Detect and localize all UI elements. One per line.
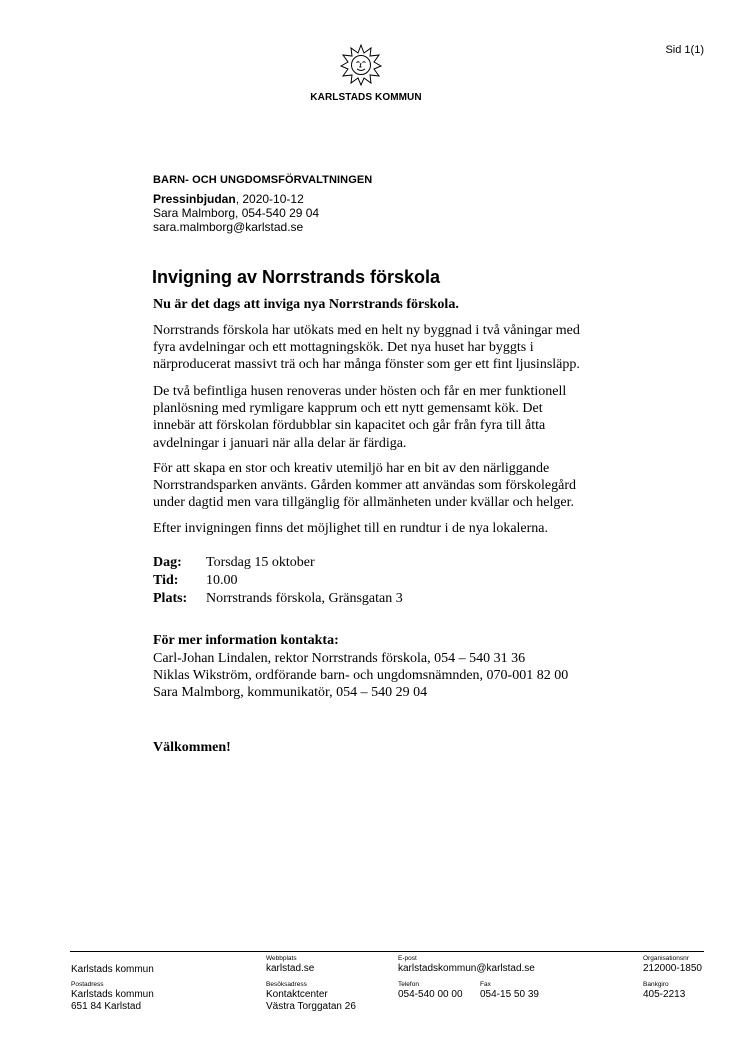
paragraph-line: avdelningar i januari när alla delar är färdiga.	[153, 435, 407, 451]
footer-post-line-1: Karlstads kommun	[71, 989, 154, 1000]
paragraph-4	[153, 520, 623, 537]
lead-text: Nu är det dags att inviga nya Norrstrands förskola.	[153, 297, 459, 312]
footer-post-line-2: 651 84 Karlstad	[71, 1001, 142, 1012]
footer-fax: 054-15 50 39	[480, 989, 539, 1000]
paragraph-line: planlösning med rymligare kapprum och ett nytt gemensamt kök. Det	[153, 401, 543, 417]
event-place	[153, 591, 403, 607]
footer-divider	[70, 951, 704, 952]
doc-date: , 2020-10-12	[235, 192, 304, 206]
footer-orgnr-label: Organisationsnr	[643, 955, 689, 962]
contacts-heading: För mer information kontakta:	[153, 633, 339, 648]
footer-visit-line-1: Kontaktcenter	[266, 989, 328, 1000]
footer-fax-label: Fax	[480, 981, 491, 988]
paragraph-line: De två befintliga husen renoveras under hösten och får en mer funktionell	[153, 384, 567, 399]
footer-web-label: Webbplats	[266, 955, 297, 962]
contact-email: sara.malmborg@karlstad.se	[153, 220, 304, 234]
footer-bankgiro-label: Bankgiro	[643, 981, 669, 988]
paragraph-2	[153, 383, 623, 452]
event-time-value: 10.00	[206, 573, 238, 588]
paragraph-line: under dagtid men vara tillgänglig för allmänheten under kvällar och helger.	[153, 495, 575, 511]
department: BARN- OCH UNGDOMSFÖRVALTNINGEN	[153, 174, 373, 186]
paragraph-line: närproducerat massivt trä och har många fönster som ger ett fint ljusinsläpp.	[153, 357, 580, 373]
org-brand-name: KARLSTADS KOMMUN	[310, 92, 422, 103]
footer-org: Karlstads kommun	[71, 964, 154, 975]
paragraph-line: Norrstrandsparken använts. Gården kommer att användas som förskolegård	[153, 478, 576, 494]
doc-type-date	[153, 192, 304, 206]
footer-post-label: Postadress	[71, 981, 104, 988]
footer-phone: 054-540 00 00	[398, 989, 463, 1000]
footer-visit-label: Besöksadress	[266, 981, 307, 988]
event-day-label: Dag:	[153, 555, 182, 570]
contact-person: Sara Malmborg, kommunikatör, 054 – 540 29 04	[153, 685, 428, 700]
paragraph-line: För att skapa en stor och kreativ utemiljö har en bit av den närliggande	[153, 461, 550, 476]
event-time	[153, 573, 238, 589]
paragraph-1	[153, 322, 623, 374]
event-day-value: Torsdag 15 oktober	[206, 555, 315, 570]
page-title: Invigning av Norrstrands förskola	[152, 267, 441, 287]
paragraph-line: fyra avdelningar och ett mottagningskök. Det nya huset har byggts i	[153, 340, 534, 356]
contact-person: Niklas Wikström, ordförande barn- och ungdomsnämnden, 070-001 82 00	[153, 668, 569, 683]
paragraph-3	[153, 460, 623, 512]
karlstad-sun-logo	[340, 44, 382, 86]
footer-email[interactable]: karlstadskommun@karlstad.se	[398, 963, 535, 974]
event-time-label: Tid:	[153, 573, 179, 588]
event-place-value: Norrstrands förskola, Gränsgatan 3	[206, 591, 403, 606]
contact-person: Carl-Johan Lindalen, rektor Norrstrands förskola, 054 – 540 31 36	[153, 651, 526, 666]
contact-line: Sara Malmborg, 054-540 29 04	[153, 206, 320, 220]
footer-email-label: E-post	[398, 955, 417, 962]
doc-type: Pressinbjudan	[153, 192, 236, 206]
page-number: Sid 1(1)	[665, 44, 704, 56]
footer-visit-line-2: Västra Torggatan 26	[266, 1001, 356, 1012]
footer-orgnr: 212000-1850	[643, 963, 702, 974]
closing: Välkommen!	[153, 740, 231, 755]
footer-phone-label: Telefon	[398, 981, 419, 988]
paragraph-line: Efter invigningen finns det möjlighet till en rundtur i de nya lokalerna.	[153, 521, 549, 536]
footer-web[interactable]: karlstad.se	[266, 963, 315, 974]
paragraph-line: Norrstrands förskola har utökats med en helt ny byggnad i två våningar med	[153, 323, 580, 338]
footer-bankgiro: 405-2213	[643, 989, 686, 1000]
paragraph-line: innebär att förskolan fördubblar sin kapacitet och går från fyra till åtta	[153, 418, 546, 434]
event-place-label: Plats:	[153, 591, 188, 606]
event-day	[153, 555, 315, 571]
